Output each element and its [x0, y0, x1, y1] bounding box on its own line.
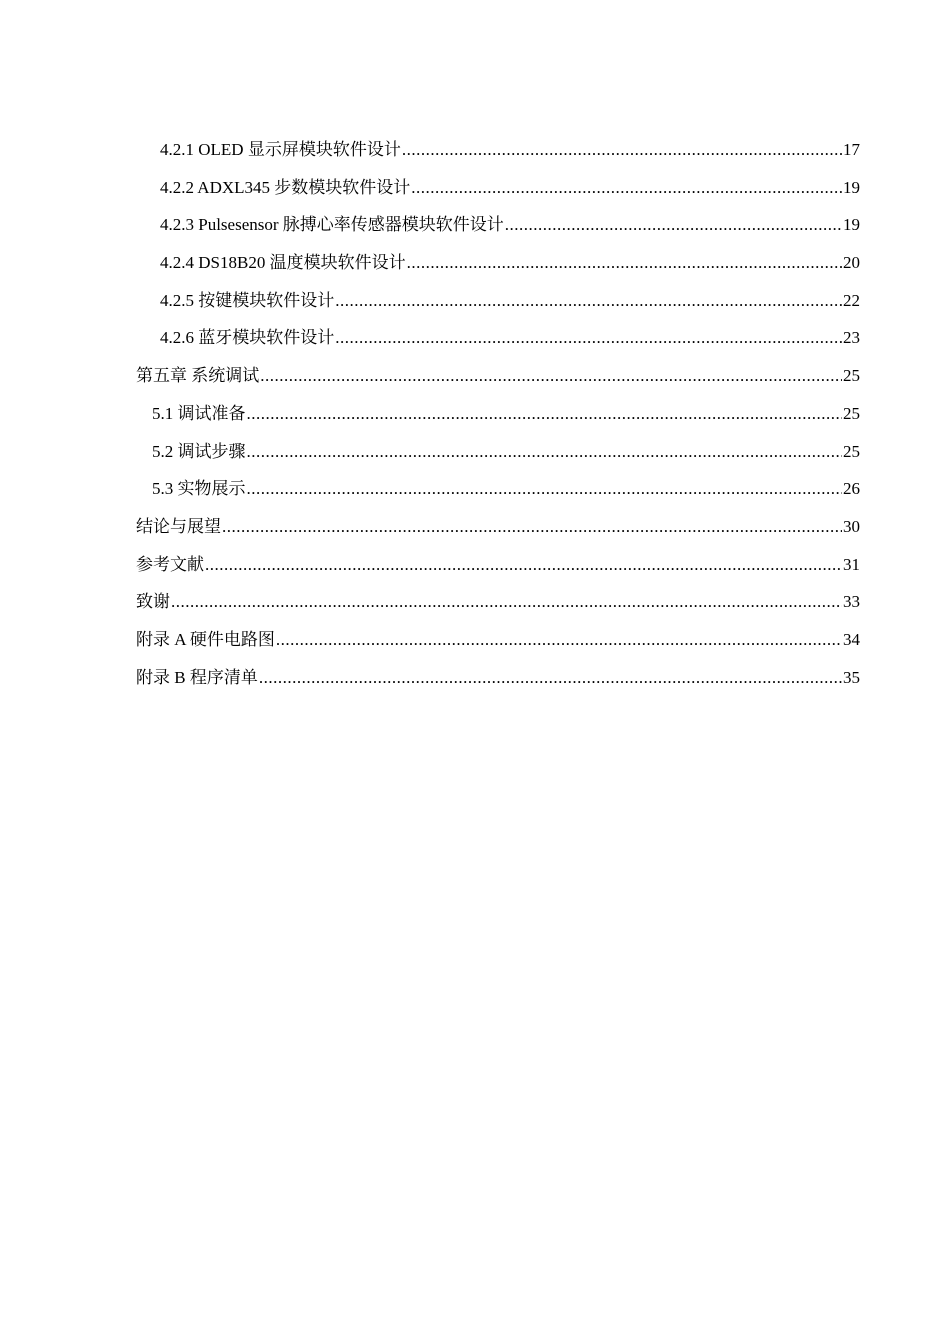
toc-page-number: 23: [843, 328, 860, 348]
table-of-contents: [136, 136, 860, 701]
toc-page-number: 26: [843, 479, 860, 499]
toc-page-number: 31: [843, 554, 860, 574]
toc-entry-title: 4.2.3 Pulsesensor 脉搏心率传感器模块软件设计: [160, 215, 504, 235]
toc-entry[interactable]: [136, 211, 860, 249]
toc-page-number: 19: [843, 177, 860, 197]
toc-dot-leader: [247, 400, 843, 428]
toc-entry[interactable]: [136, 249, 860, 287]
toc-dot-leader: [402, 136, 842, 164]
toc-dot-leader: [247, 475, 843, 503]
toc-entry-title: 4.2.2 ADXL345 步数模块软件设计: [160, 177, 411, 197]
toc-entry-title: 结论与展望: [136, 516, 221, 536]
toc-entry-title: 4.2.5 按键模块软件设计: [160, 290, 335, 310]
toc-dot-leader: [222, 513, 842, 541]
toc-dot-leader: [505, 211, 842, 239]
toc-entry[interactable]: [136, 136, 860, 174]
toc-dot-leader: [260, 362, 842, 390]
toc-dot-leader: [411, 174, 842, 202]
toc-entry-title: 附录 A 硬件电路图: [136, 629, 275, 649]
toc-page-number: 33: [843, 592, 860, 612]
toc-dot-leader: [171, 588, 842, 616]
toc-page-number: 25: [843, 441, 860, 461]
toc-entry[interactable]: [136, 588, 860, 626]
toc-page-number: 20: [843, 253, 860, 273]
toc-page-number: 25: [843, 366, 860, 386]
toc-entry[interactable]: [136, 513, 860, 551]
toc-entry[interactable]: [136, 664, 860, 702]
toc-entry-title: 4.2.6 蓝牙模块软件设计: [160, 328, 335, 348]
toc-entry[interactable]: [136, 438, 860, 476]
toc-entry[interactable]: [136, 400, 860, 438]
toc-page-number: 30: [843, 516, 860, 536]
toc-dot-leader: [247, 438, 843, 466]
toc-dot-leader: [335, 287, 842, 315]
toc-dot-leader: [407, 249, 842, 277]
toc-entry-title: 4.2.1 OLED 显示屏模块软件设计: [160, 140, 401, 159]
toc-page-number: 25: [843, 403, 860, 423]
toc-entry-title: 4.2.4 DS18B20 温度模块软件设计: [160, 253, 406, 273]
toc-entry-title: 5.2 调试步骤: [152, 441, 246, 461]
toc-dot-leader: [276, 626, 842, 654]
toc-dot-leader: [205, 551, 842, 579]
toc-page-number: 34: [843, 629, 860, 649]
toc-entry[interactable]: [136, 475, 860, 513]
toc-entry-title: 附录 B 程序清单: [136, 667, 258, 687]
toc-entry-title: 第五章 系统调试: [136, 366, 260, 386]
toc-dot-leader: [259, 664, 842, 692]
toc-entry[interactable]: [136, 626, 860, 664]
toc-page-number: 17: [843, 140, 860, 159]
toc-entry[interactable]: [136, 324, 860, 362]
toc-entry-title: 参考文献: [136, 554, 204, 574]
toc-entry-title: 致谢: [136, 592, 170, 612]
toc-entry[interactable]: [136, 287, 860, 325]
toc-entry[interactable]: [136, 551, 860, 589]
toc-dot-leader: [335, 324, 842, 352]
toc-page-number: 35: [843, 667, 860, 687]
toc-entry[interactable]: [136, 174, 860, 212]
toc-page-number: 19: [843, 215, 860, 235]
toc-entry[interactable]: [136, 362, 860, 400]
toc-entry-title: 5.3 实物展示: [152, 479, 246, 499]
toc-page-number: 22: [843, 290, 860, 310]
toc-entry-title: 5.1 调试准备: [152, 403, 246, 423]
